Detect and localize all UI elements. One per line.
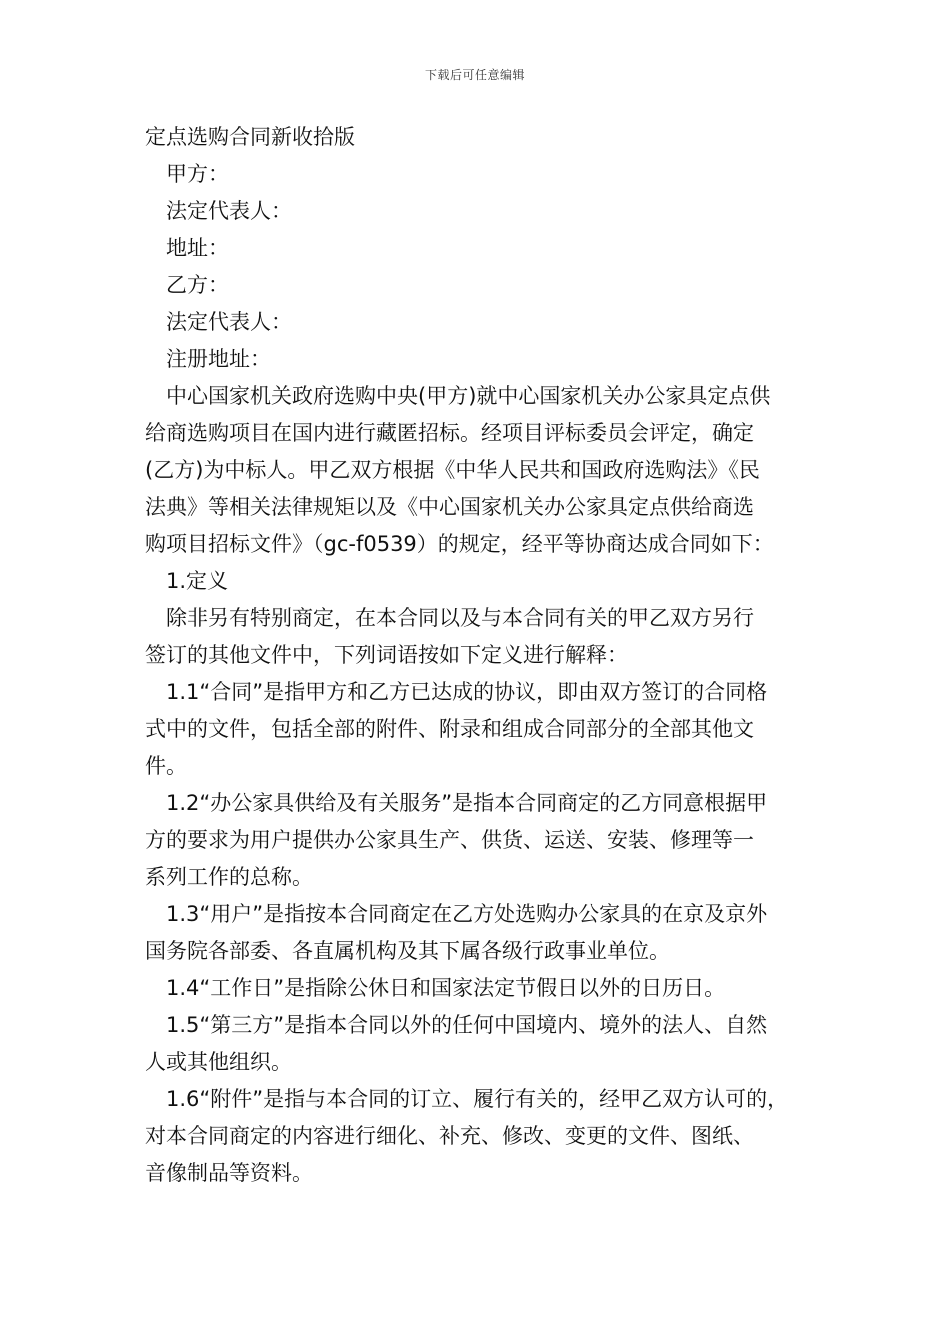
field-party-a: 甲方： bbox=[166, 162, 229, 186]
definition-1-4 bbox=[145, 970, 815, 1007]
definition-line: 系列工作的总称。 bbox=[145, 865, 313, 889]
definition-line: 1.1“合同”是指甲方和乙方已达成的协议，即由双方签订的合同格 bbox=[166, 680, 768, 704]
definition-1-1 bbox=[145, 674, 815, 785]
definition-line: 式中的文件，包括全部的附件、附录和组成合同部分的全部其他文 bbox=[145, 717, 754, 741]
field-party-b-legal-rep: 法定代表人： bbox=[166, 310, 292, 334]
field-party-a-legal-rep: 法定代表人： bbox=[166, 199, 292, 223]
section-heading-definitions: 1.定义 bbox=[166, 569, 229, 593]
definition-line: 国务院各部委、各直属机构及其下属各级行政事业单位。 bbox=[145, 939, 670, 963]
intro-line: 中心国家机关政府选购中央(甲方)就中心国家机关办公家具定点供 bbox=[166, 384, 771, 408]
definition-line: 1.6“附件”是指与本合同的订立、履行有关的，经甲乙双方认可的， bbox=[166, 1087, 789, 1111]
definition-line: 方的要求为用户提供办公家具生产、供货、运送、安装、修理等一 bbox=[145, 828, 754, 852]
definition-line: 1.3“用户”是指按本合同商定在乙方处选购办公家具的在京及京外 bbox=[166, 902, 768, 926]
page-header: 下载后可任意编辑 bbox=[424, 68, 525, 82]
field-party-b: 乙方： bbox=[166, 273, 229, 297]
intro-line: 购项目招标文件》（gc-f0539）的规定，经平等协商达成合同如下： bbox=[145, 532, 774, 556]
field-party-a-address: 地址： bbox=[166, 236, 229, 260]
definition-1-3 bbox=[145, 896, 815, 970]
intro-line: (乙方)为中标人。甲乙双方根据《中华人民共和国政府选购法》《民 bbox=[145, 458, 760, 482]
field-party-b-registered-address: 注册地址： bbox=[166, 347, 271, 371]
intro-line: 法典》等相关法律规矩以及《中心国家机关办公家具定点供给商选 bbox=[145, 495, 754, 519]
definition-line: 音像制品等资料。 bbox=[145, 1161, 313, 1185]
definition-line: 件。 bbox=[145, 754, 187, 778]
definition-line: 人或其他组织。 bbox=[145, 1050, 292, 1074]
definition-intro-line: 签订的其他文件中，下列词语按如下定义进行解释： bbox=[145, 643, 628, 667]
definition-line: 1.5“第三方”是指本合同以外的任何中国境内、境外的法人、自然 bbox=[166, 1013, 768, 1037]
definition-line: 1.4“工作日”是指除公休日和国家法定节假日以外的日历日。 bbox=[166, 976, 726, 1000]
definition-1-5 bbox=[145, 1007, 815, 1081]
definition-intro-line: 除非另有特别商定，在本合同以及与本合同有关的甲乙双方另行 bbox=[166, 606, 754, 630]
definition-line: 1.2“办公家具供给及有关服务”是指本合同商定的乙方同意根据甲 bbox=[166, 791, 768, 815]
intro-line: 给商选购项目在国内进行藏匿招标。经项目评标委员会评定，确定 bbox=[145, 421, 754, 445]
definition-line: 对本合同商定的内容进行细化、补充、修改、变更的文件、图纸、 bbox=[145, 1124, 754, 1148]
definition-intro-paragraph bbox=[145, 600, 815, 674]
definition-1-2 bbox=[145, 785, 815, 896]
intro-paragraph bbox=[145, 378, 815, 563]
document-title: 定点选购合同新收拾版 bbox=[145, 125, 355, 149]
document-body bbox=[145, 119, 815, 1192]
definition-1-6 bbox=[145, 1081, 815, 1192]
